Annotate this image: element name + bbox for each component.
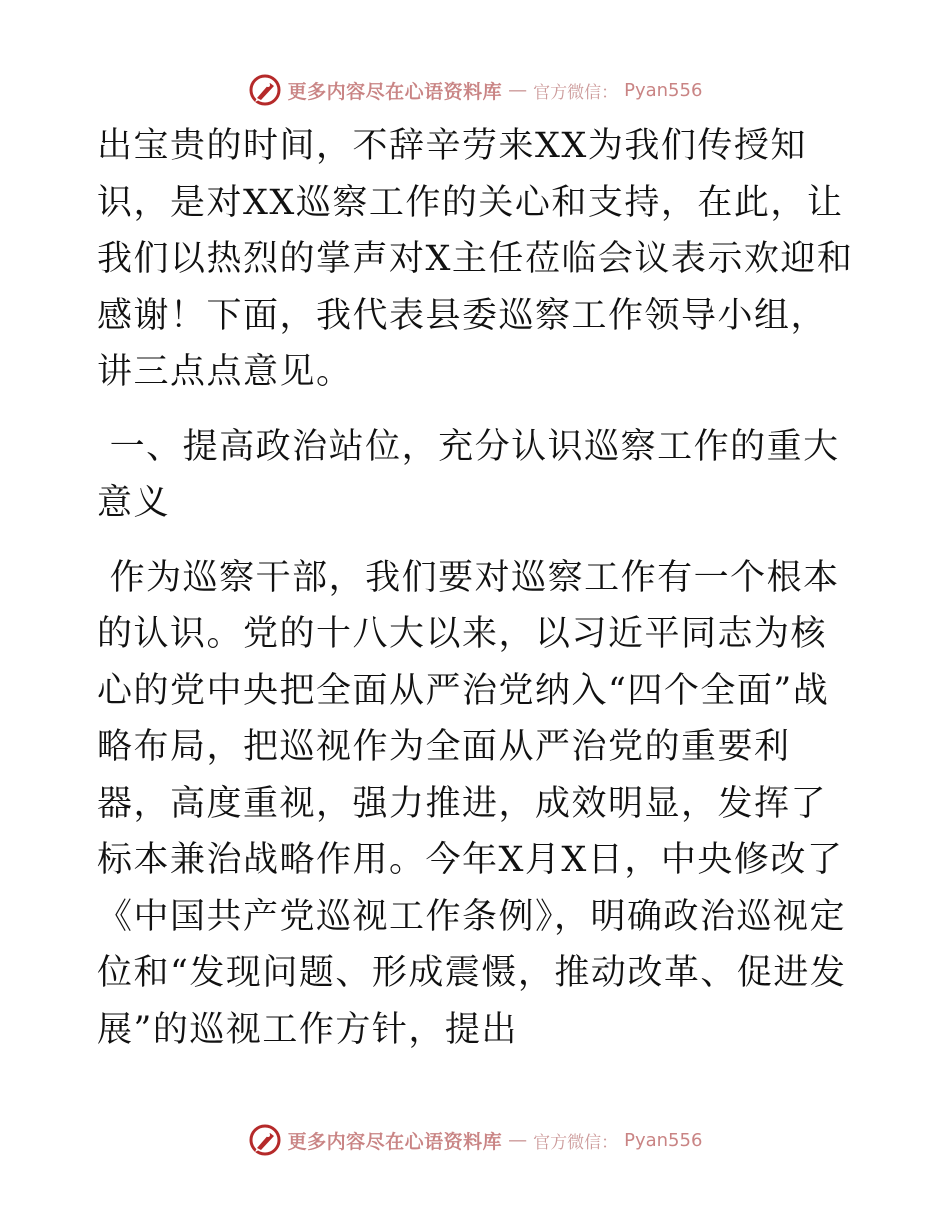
banner-wechat-label: 官方微信： [533,82,619,103]
banner-separator: — [508,79,528,101]
section-heading: 一、提高政治站位，充分认识巡察工作的重大意义 [97,426,840,523]
banner-separator: — [508,1129,528,1151]
banner-title: 更多内容尽在心语资料库 [287,1130,503,1153]
banner-wechat-id: Pyan556 [624,1129,703,1151]
pen-logo-icon [248,73,282,107]
header-banner [0,70,950,110]
banner-wechat-label: 官方微信： [533,1132,619,1153]
paragraph-intro: 出宝贵的时间，不辞辛劳来XX为我们传授知识，是对XX巡察工作的关心和支持，在此，让我们以热烈的掌声对X主任莅临会议表示欢迎和感谢！下面，我代表县委巡察工作领导小组，讲三点点意见。 [97,126,854,392]
banner-title: 更多内容尽在心语资料库 [287,80,503,103]
footer-banner [0,1120,950,1160]
banner-wechat-id: Pyan556 [624,79,703,101]
pen-logo-icon [248,1123,282,1157]
paragraph-body: 作为巡察干部，我们要对巡察工作有一个根本的认识。党的十八大以来，以习近平同志为核心的党中央把全面从严治党纳入“四个全面”战略布局，把巡视作为全面从严治党的重要利器，高度重视，强力推进，成效明显，发挥了标本兼治战略作用。今年X月X日，中央修改了《中国共产党巡视工作条例》，明确政治巡视定位和“发现问题、形成震慑，推动改革、促进发展”的巡视工作方针，提出 [97,557,847,1050]
document-body [97,118,857,1058]
